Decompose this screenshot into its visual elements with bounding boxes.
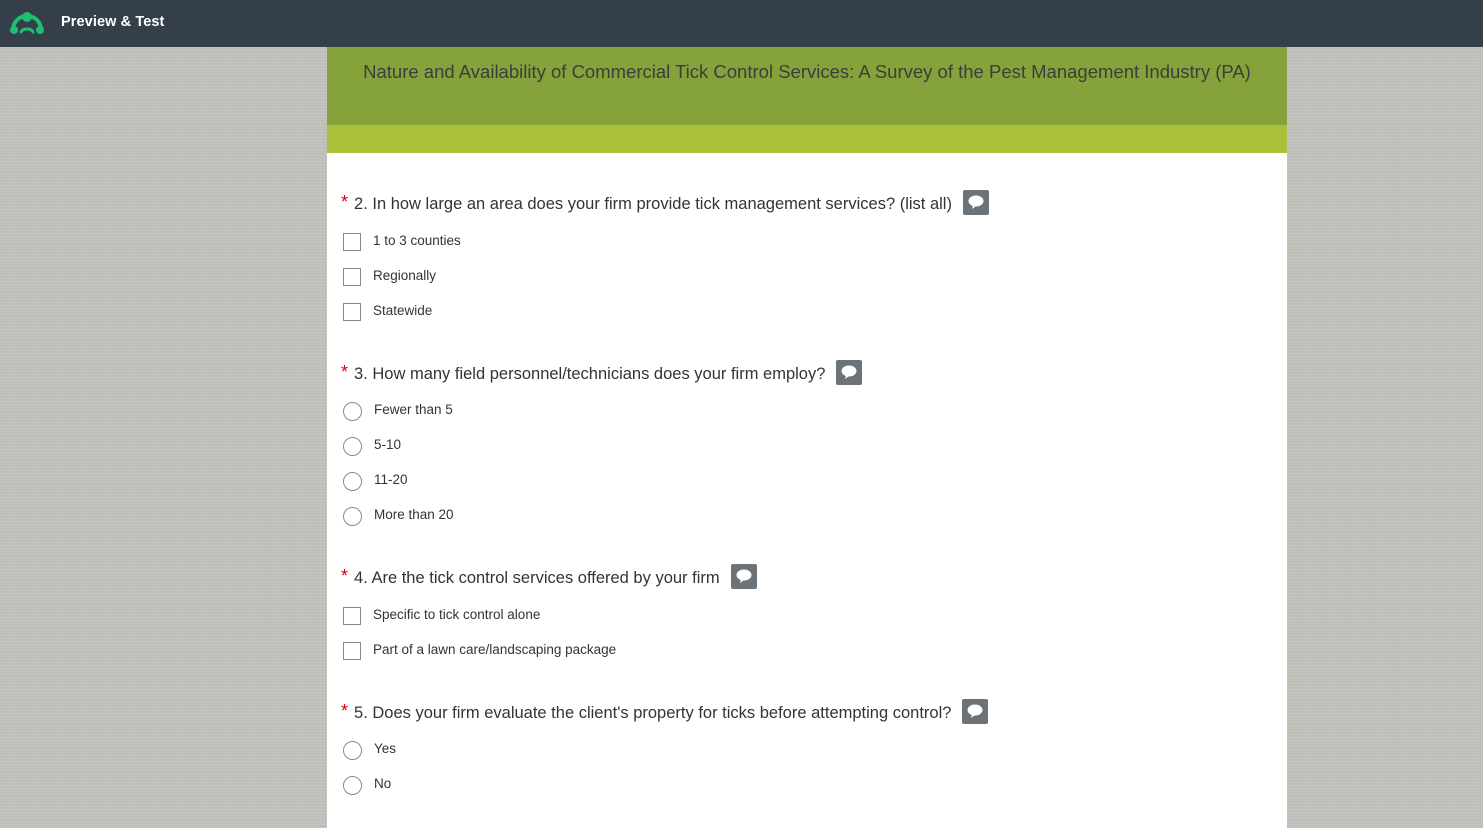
survey-header-band	[327, 125, 1287, 153]
option-specific-to-tick-control[interactable]	[343, 605, 540, 627]
radio-button[interactable]	[343, 507, 362, 526]
survey-title: Nature and Availability of Commercial Tick Control Services: A Survey of the Pest Management Industry (PA)	[363, 61, 1251, 82]
question-title	[341, 362, 862, 386]
option-label: Fewer than 5	[374, 401, 453, 417]
required-marker: *	[341, 565, 349, 586]
app-title: Preview & Test	[61, 14, 165, 30]
required-marker: *	[341, 191, 349, 212]
radio-button[interactable]	[343, 472, 362, 491]
option-label: Regionally	[373, 267, 437, 283]
option-part-of-lawn-care-package[interactable]	[343, 640, 616, 662]
option-11-20[interactable]	[343, 470, 408, 492]
question-title	[341, 701, 988, 725]
required-marker: *	[341, 700, 349, 721]
comment-icon[interactable]	[962, 699, 988, 724]
checkbox[interactable]	[343, 268, 361, 286]
question-3	[341, 362, 862, 386]
question-5	[341, 701, 988, 725]
question-4	[341, 566, 757, 590]
radio-button[interactable]	[343, 741, 362, 760]
checkbox[interactable]	[343, 607, 361, 625]
question-text: 3. How many field personnel/technicians does your firm employ?	[354, 364, 826, 383]
comment-icon[interactable]	[731, 564, 757, 589]
question-text: 4. Are the tick control services offered by your firm	[354, 568, 720, 587]
option-label: Specific to tick control alone	[373, 606, 541, 622]
option-statewide[interactable]	[343, 301, 432, 323]
option-label: No	[374, 775, 392, 791]
comment-icon[interactable]	[963, 190, 989, 215]
question-text: 2. In how large an area does your firm provide tick management services? (list all)	[354, 194, 952, 213]
radio-button[interactable]	[343, 402, 362, 421]
option-no[interactable]	[343, 774, 391, 796]
survey-card	[327, 47, 1287, 828]
option-yes[interactable]	[343, 739, 396, 761]
checkbox[interactable]	[343, 303, 361, 321]
option-label: 1 to 3 counties	[373, 232, 461, 248]
option-5-10[interactable]	[343, 435, 401, 457]
option-label: 11-20	[374, 471, 408, 487]
checkbox[interactable]	[343, 233, 361, 251]
option-1-to-3-counties[interactable]	[343, 231, 461, 253]
option-label: Statewide	[373, 302, 433, 318]
option-label: Part of a lawn care/landscaping package	[373, 641, 617, 657]
radio-button[interactable]	[343, 776, 362, 795]
question-title	[341, 566, 757, 590]
top-bar	[0, 0, 1483, 47]
option-label: 5-10	[374, 436, 402, 452]
survey-header	[327, 47, 1287, 125]
required-marker: *	[341, 361, 349, 382]
option-label: Yes	[374, 740, 397, 756]
option-more-than-20[interactable]	[343, 505, 454, 527]
option-fewer-than-5[interactable]	[343, 400, 453, 422]
question-title	[341, 192, 989, 216]
option-label: More than 20	[374, 506, 454, 522]
question-2	[341, 192, 989, 216]
comment-icon[interactable]	[836, 360, 862, 385]
question-text: 5. Does your firm evaluate the client's property for ticks before attempting control?	[354, 703, 952, 722]
radio-button[interactable]	[343, 437, 362, 456]
checkbox[interactable]	[343, 642, 361, 660]
option-regionally[interactable]	[343, 266, 436, 288]
surveymonkey-logo-icon[interactable]	[9, 10, 45, 36]
